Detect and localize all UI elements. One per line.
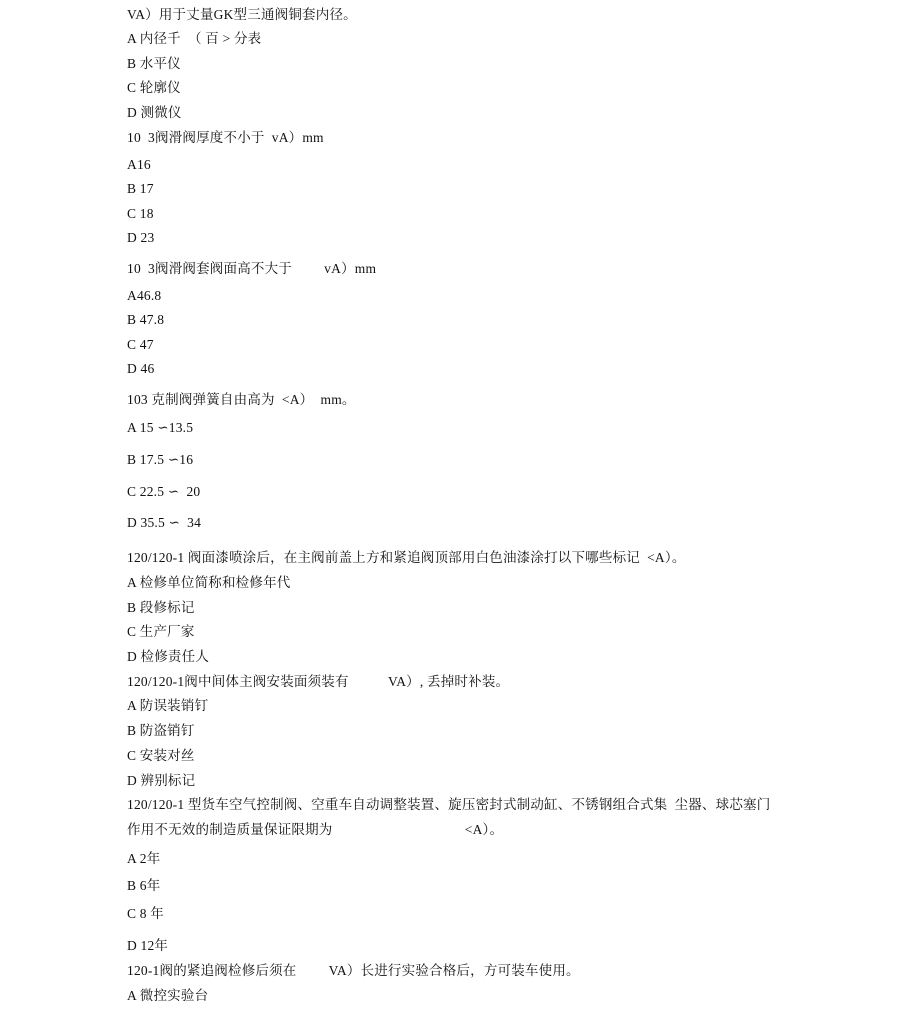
option-line: A 防误装销钉 xyxy=(127,698,209,713)
option-line: C 18 xyxy=(127,206,154,221)
question-line: 120/120-1 型货车空气控制阀、空重车自动调整装置、旋压密封式制动缸、不锈钢组合式集 尘器、球芯塞门 xyxy=(127,797,771,812)
option-line: C 8 年 xyxy=(127,906,165,921)
option-line: D 12年 xyxy=(127,938,169,953)
option-line: D 测微仪 xyxy=(127,105,182,120)
option-line: B 防盗销钉 xyxy=(127,723,195,738)
option-line: B 水平仪 xyxy=(127,56,181,71)
option-line: A46.8 xyxy=(127,288,162,303)
option-line: A 检修单位简称和检修年代 xyxy=(127,575,291,590)
option-line: B 段修标记 xyxy=(127,600,195,615)
option-line: A16 xyxy=(127,157,151,172)
option-line: C 安装对丝 xyxy=(127,748,195,763)
question-line: 120-1阀的紧追阀检修后须在 VA）长进行实验合格后，方可装车使用。 xyxy=(127,963,580,978)
question-line: 120/120-1 阀面漆喷涂后，在主阀前盖上方和紧追阀顶部用白色油漆涂打以下哪些标记 <A）。 xyxy=(127,550,686,565)
option-line: C 22.5 ∽ 20 xyxy=(127,484,201,499)
option-line: A 内径千 （ 百 > 分表 xyxy=(127,31,262,46)
option-line: B 17.5 ∽16 xyxy=(127,452,194,467)
option-line: B 6年 xyxy=(127,878,161,893)
option-line: C 轮廓仪 xyxy=(127,80,181,95)
question-line: 10 3阀滑阀套阀面高不大于 vA）mm xyxy=(127,261,377,276)
option-line: C 生产厂家 xyxy=(127,624,195,639)
option-line: D 35.5 ∽ 34 xyxy=(127,515,202,530)
question-line: 10 3阀滑阀厚度不小于 vA）mm xyxy=(127,130,324,145)
text-line: VA）用于丈量GK型三通阀铜套内径。 xyxy=(127,7,357,22)
option-line: A 微控实验台 xyxy=(127,988,209,1003)
option-line: D 辨别标记 xyxy=(127,773,196,788)
question-line: 120/120-1阀中间体主阀安装面须装有 VA）, 丢掉时补装。 xyxy=(127,674,510,689)
question-line: 103 克制阀弹簧自由高为 <A） mm。 xyxy=(127,392,356,407)
option-line: A 15 ∽13.5 xyxy=(127,420,194,435)
option-line: C 47 xyxy=(127,337,154,352)
option-line: B 47.8 xyxy=(127,312,165,327)
option-line: D 46 xyxy=(127,361,155,376)
question-line: 作用不无效的制造质量保证限期为 <A）。 xyxy=(127,822,504,837)
option-line: B 17 xyxy=(127,181,154,196)
option-line: A 2年 xyxy=(127,851,161,866)
option-line: D 检修责任人 xyxy=(127,649,210,664)
option-line: D 23 xyxy=(127,230,155,245)
